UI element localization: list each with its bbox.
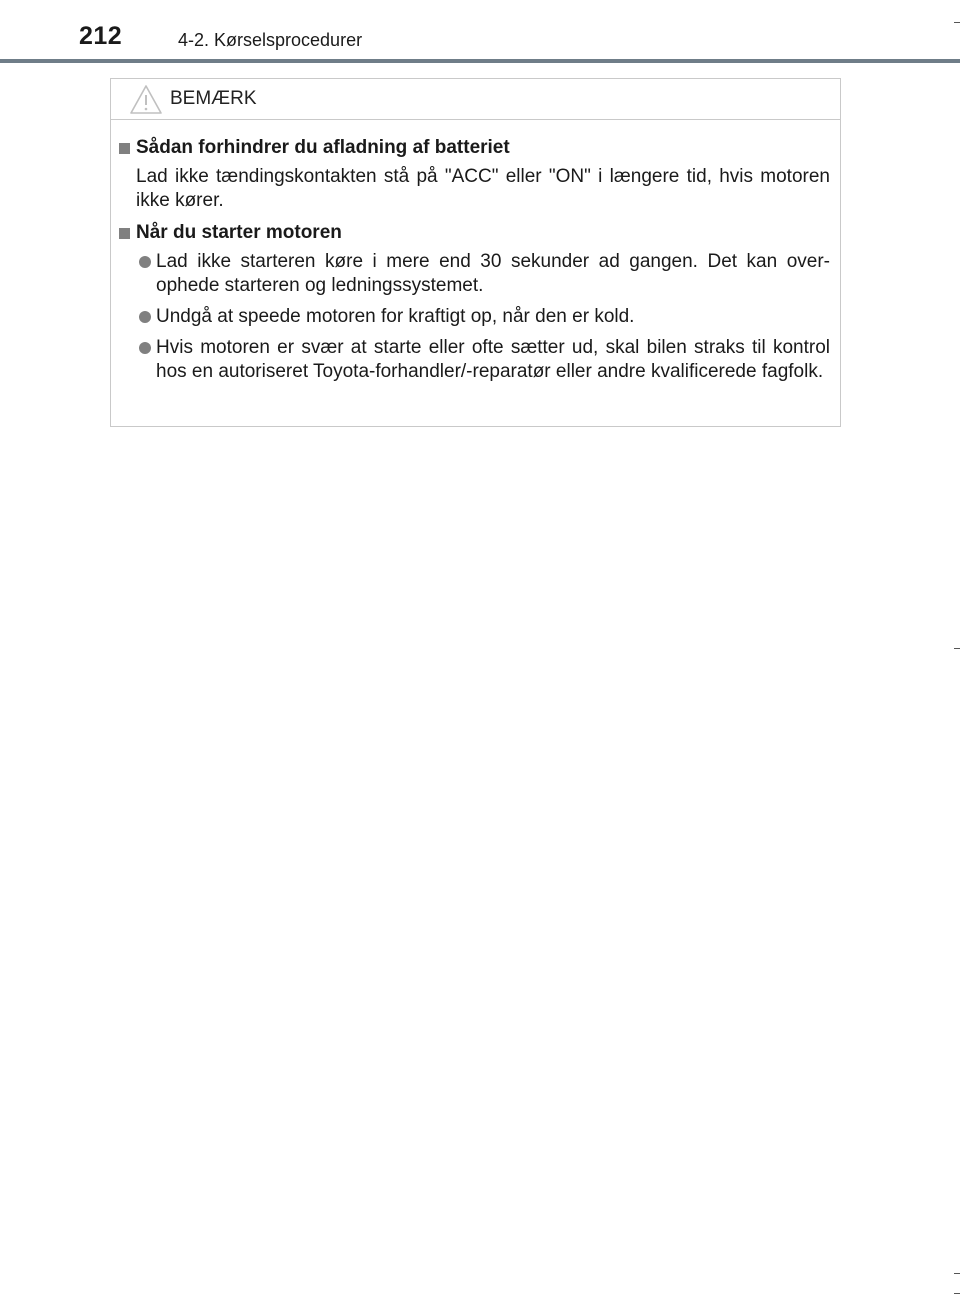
square-bullet-icon xyxy=(119,228,130,239)
list-item-text: Lad ikke starteren køre i mere end 30 sekunder ad gangen. Det kan overophede starteren og ledningssystemet. xyxy=(156,251,830,296)
circle-bullet-icon xyxy=(139,342,151,354)
square-bullet-icon xyxy=(119,143,130,154)
section-title: 4-2. Kørselsprocedurer xyxy=(178,30,363,50)
heading-text: Sådan forhindrer du afladning af batteriet xyxy=(136,137,510,158)
circle-bullet-icon xyxy=(139,311,151,323)
list-item xyxy=(139,250,830,298)
notice-body xyxy=(111,120,840,384)
crop-mark xyxy=(954,648,960,649)
notice-header xyxy=(111,79,840,120)
notice-title: BEMÆRK xyxy=(170,88,257,109)
list-item xyxy=(139,305,830,329)
list-item-text: Undgå at speede motoren for kraftigt op, når den er kold. xyxy=(156,306,635,327)
section-heading xyxy=(119,136,830,160)
header-divider xyxy=(0,59,960,63)
warning-triangle-icon xyxy=(129,84,163,115)
paragraph: Lad ikke tændingskontakten stå på "ACC" eller "ON" i længere tid, hvis motoren ikke kører. xyxy=(136,166,830,211)
crop-mark xyxy=(954,22,960,23)
page-number: 212 xyxy=(79,22,123,50)
crop-mark xyxy=(954,1293,960,1294)
heading-text: Når du starter motoren xyxy=(136,222,342,243)
list-item xyxy=(139,336,830,384)
crop-mark xyxy=(954,1273,960,1274)
notice-box xyxy=(110,78,841,427)
circle-bullet-icon xyxy=(139,256,151,268)
list-item-text: Hvis motoren er svær at starte eller ofte sætter ud, skal bilen straks til kontrol hos en autoriseret Toyota-forhandler/-reparatør eller andre kvalificerede fagfolk. xyxy=(156,337,830,382)
section-heading xyxy=(119,221,830,245)
